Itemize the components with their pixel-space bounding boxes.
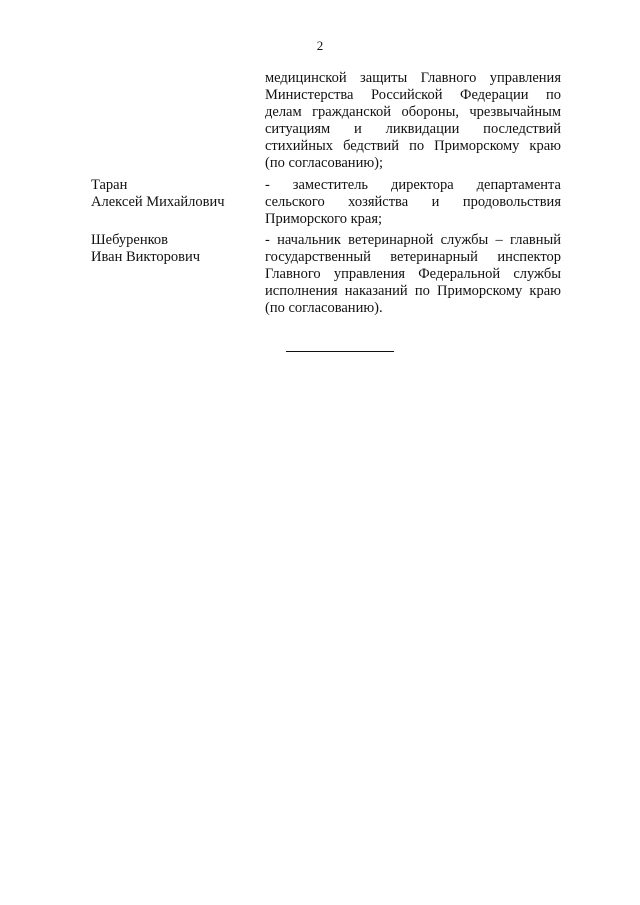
- member-position-line: (по согласованию).: [265, 300, 383, 316]
- member-position-line: Приморского края;: [265, 211, 383, 227]
- member-position-line: - заместитель директора департамента: [265, 177, 561, 193]
- member-given-names: Алексей Михайлович: [91, 194, 225, 210]
- member-surname: Таран: [91, 177, 128, 193]
- continuation-line: (по согласованию);: [265, 155, 384, 171]
- continuation-line: ситуациям и ликвидации последствий: [265, 121, 561, 137]
- member-position-line: сельского хозяйства и продовольствия: [265, 194, 561, 210]
- end-of-list-rule: [286, 351, 394, 352]
- continuation-line: Министерства Российской Федерации по: [265, 87, 561, 103]
- member-position-line: Главного управления Федеральной службы: [265, 266, 561, 282]
- page-number: 2: [316, 38, 324, 53]
- continuation-line: медицинской защиты Главного управления: [265, 70, 561, 86]
- member-position-line: государственный ветеринарный инспектор: [265, 249, 561, 265]
- member-surname: Шебуренков: [91, 232, 168, 248]
- continuation-line: делам гражданской обороны, чрезвычайным: [265, 104, 561, 120]
- member-position-line: исполнения наказаний по Приморскому краю: [265, 283, 561, 299]
- continuation-line: стихийных бедствий по Приморскому краю: [265, 138, 561, 154]
- member-given-names: Иван Викторович: [91, 249, 201, 265]
- member-position-line: - начальник ветеринарной службы – главный: [265, 232, 561, 248]
